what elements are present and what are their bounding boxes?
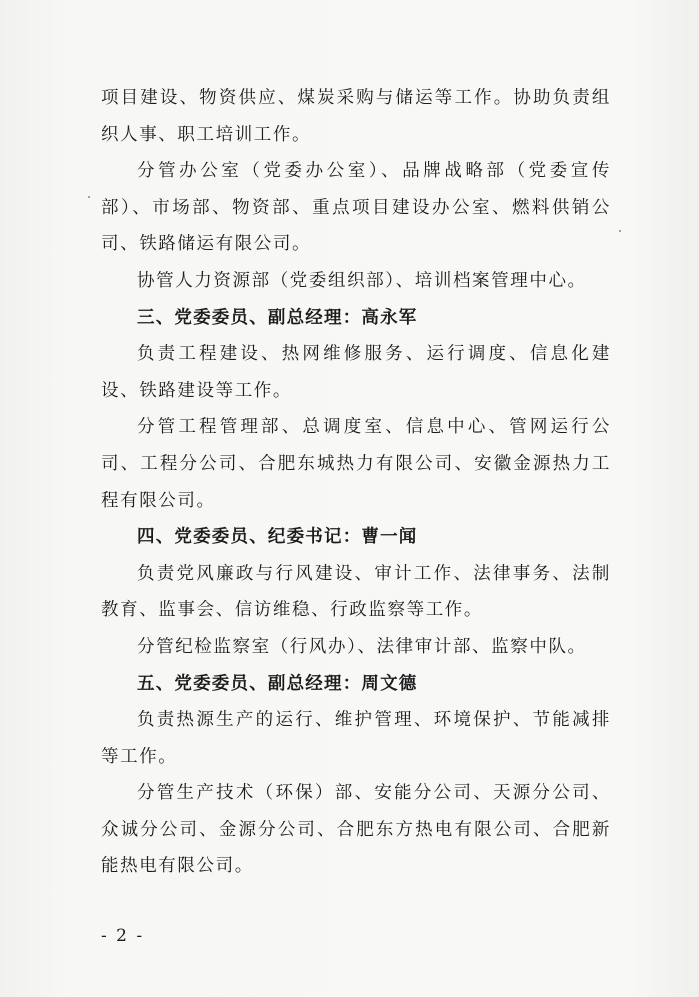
section-heading: 四、党委委员、纪委书记：曹一闻 <box>137 527 418 548</box>
document-body <box>101 80 611 885</box>
body-paragraph: 分管生产技术（环保）部、安能分公司、天源分公司、众诚分公司、金源分公司、合肥东方热电有限公司、合肥新能热电有限公司。 <box>101 783 611 877</box>
body-paragraph: 分管工程管理部、总调度室、信息中心、管网运行公司、工程分公司、合肥东城热力有限公司、安徽金源热力工程有限公司。 <box>101 417 611 511</box>
body-paragraph: 负责工程建设、热网维修服务、运行调度、信息化建设、铁路建设等工作。 <box>101 344 611 401</box>
body-paragraph: 负责党风廉政与行风建设、审计工作、法律事务、法制教育、监事会、信访维稳、行政监察等工作。 <box>101 563 611 621</box>
body-paragraph: 负责热源生产的运行、维护管理、环境保护、节能减排等工作。 <box>101 710 611 767</box>
section-heading: 三、党委委员、副总经理：高永军 <box>137 307 418 328</box>
body-paragraph: 分管纪检监察室（行风办）、法律审计部、监察中队。 <box>137 636 587 657</box>
body-paragraph: 项目建设、物资供应、煤炭采购与储运等工作。协助负责组织人事、职工培训工作。 <box>101 88 611 145</box>
body-paragraph: 协管人力资源部（党委组织部）、培训档案管理中心。 <box>137 270 587 291</box>
body-paragraph: 分管办公室（党委办公室）、品牌战略部（党委宣传部）、市场部、物资部、重点项目建设办公室、燃料供销公司、铁路储运有限公司。 <box>101 161 611 255</box>
page-number: - 2 - <box>101 926 145 946</box>
scan-speck <box>88 196 90 198</box>
section-heading: 五、党委委员、副总经理：周文德 <box>137 673 418 694</box>
scan-speck <box>619 230 621 232</box>
